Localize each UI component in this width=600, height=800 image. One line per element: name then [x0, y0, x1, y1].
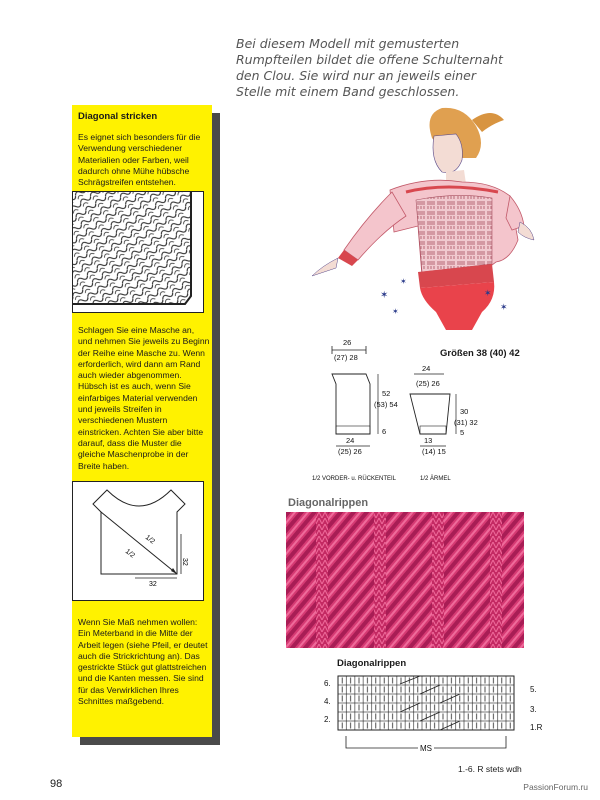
chart-title: Diagonalrippen — [337, 658, 407, 669]
sleeve-top-width-sizes: (25) 26 — [416, 379, 440, 388]
star-icon: ✶ — [400, 277, 407, 286]
intro-text — [236, 36, 536, 100]
body-length: 52 — [382, 389, 391, 398]
knitting-chart-svg — [320, 670, 550, 760]
rib-stitch-photo — [286, 512, 524, 648]
sleeve-bottom-width: 13 — [424, 436, 433, 445]
body-rib: 6 — [382, 427, 387, 436]
chart-row-right: 3. — [530, 705, 537, 714]
chart-row-left: 2. — [324, 715, 331, 724]
star-icon: ✶ — [484, 288, 492, 298]
star-icon: ✶ — [380, 290, 389, 301]
sidebar-paragraph: Es eignet sich besonders für die Verwendung verschiedener Materialien oder Farben, weil dadurch ohne Mühe hübsche Schrägstreifen entstehen. — [78, 132, 201, 188]
intro-line: Stelle mit einem Band geschlossen. — [236, 84, 460, 99]
knitting-chart — [320, 670, 550, 760]
measure-schema-svg — [73, 482, 205, 602]
sleeve-top-width: 24 — [422, 364, 431, 373]
sidebar-title: Diagonal stricken — [78, 111, 158, 122]
star-icon: ✶ — [392, 307, 399, 316]
watermark: PassionForum.ru — [523, 782, 588, 792]
body-bottom-width: 24 — [346, 436, 355, 445]
star-icon: ✶ — [500, 302, 508, 312]
schema-dim-right: 32 — [181, 558, 188, 566]
sleeve-bottom-width-sizes: (14) 15 — [422, 447, 446, 456]
measure-schema — [72, 481, 204, 601]
rib-section-title: Diagonalrippen — [288, 497, 369, 509]
intro-line: den Clou. Sie wird nur an jeweils einer — [236, 68, 476, 83]
intro-line: Bei diesem Modell mit gemusterten — [236, 36, 460, 51]
swatch-svg — [73, 192, 204, 313]
fashion-illustration — [296, 100, 536, 332]
chart-ms-label: MS — [420, 744, 432, 753]
sidebar-paragraph: Schlagen Sie eine Masche an, und nehmen Sie jeweils zu Beginn der Reihe eine Masche zu. Wenn erforderlich, wird dann am Rand auch wieder abgenommen. Hübsch ist es auch, wenn Sie einfarbiges Material verwenden und jeweils Streifen in verschiedenen Mustern einstricken. Achten Sie aber bitte darauf, dass die Muster die gleiche Maschenprobe in der Breite haben. — [78, 325, 210, 471]
sleeve-length-sizes: (31) 32 — [454, 418, 478, 427]
chart-note: 1.-6. R stets wdh — [458, 764, 522, 774]
body-top-width: 26 — [343, 338, 352, 347]
schematic-svg — [310, 334, 530, 494]
chart-row-left: 6. — [324, 679, 331, 688]
sleeve-caption: 1/2 ÄRMEL — [420, 476, 451, 482]
schema-label-half: 1/2 — [143, 534, 156, 546]
page-number: 98 — [50, 778, 63, 790]
rib-photo-svg — [286, 512, 524, 648]
schema-label-half: 1/2 — [123, 548, 136, 560]
tip-sidebar — [72, 105, 212, 737]
chart-row-right: 1.R — [530, 723, 543, 732]
chart-row-right: 5. — [530, 685, 537, 694]
sleeve-length: 30 — [460, 407, 469, 416]
chart-row-left: 4. — [324, 697, 331, 706]
intro-line: Rumpfteilen bildet die offene Schulternaht — [236, 52, 503, 67]
sizes-label: Größen 38 (40) 42 — [440, 348, 520, 359]
sidebar-paragraph: Wenn Sie Maß nehmen wollen: Ein Meterband in die Mitte der Arbeit legen (siehe Pfeil, er deutet auch die Strickrichtung an). Das gestrickte Stück gut glattstreichen und die Kanten messen. Sie sind für das Verwirklichen Ihres Schnittes maßgebend. — [78, 617, 208, 707]
schema-dim-bottom: 32 — [149, 581, 157, 588]
sleeve-rib: 5 — [460, 428, 465, 437]
pattern-schematic — [310, 334, 530, 494]
body-caption: 1/2 VORDER- u. RÜCKENTEIL — [312, 476, 397, 482]
body-bottom-width-sizes: (25) 26 — [338, 447, 362, 456]
illustration-svg — [296, 100, 536, 332]
body-length-sizes: (53) 54 — [374, 400, 398, 409]
body-top-width-sizes: (27) 28 — [334, 353, 358, 362]
diagonal-swatch-drawing — [72, 191, 204, 313]
